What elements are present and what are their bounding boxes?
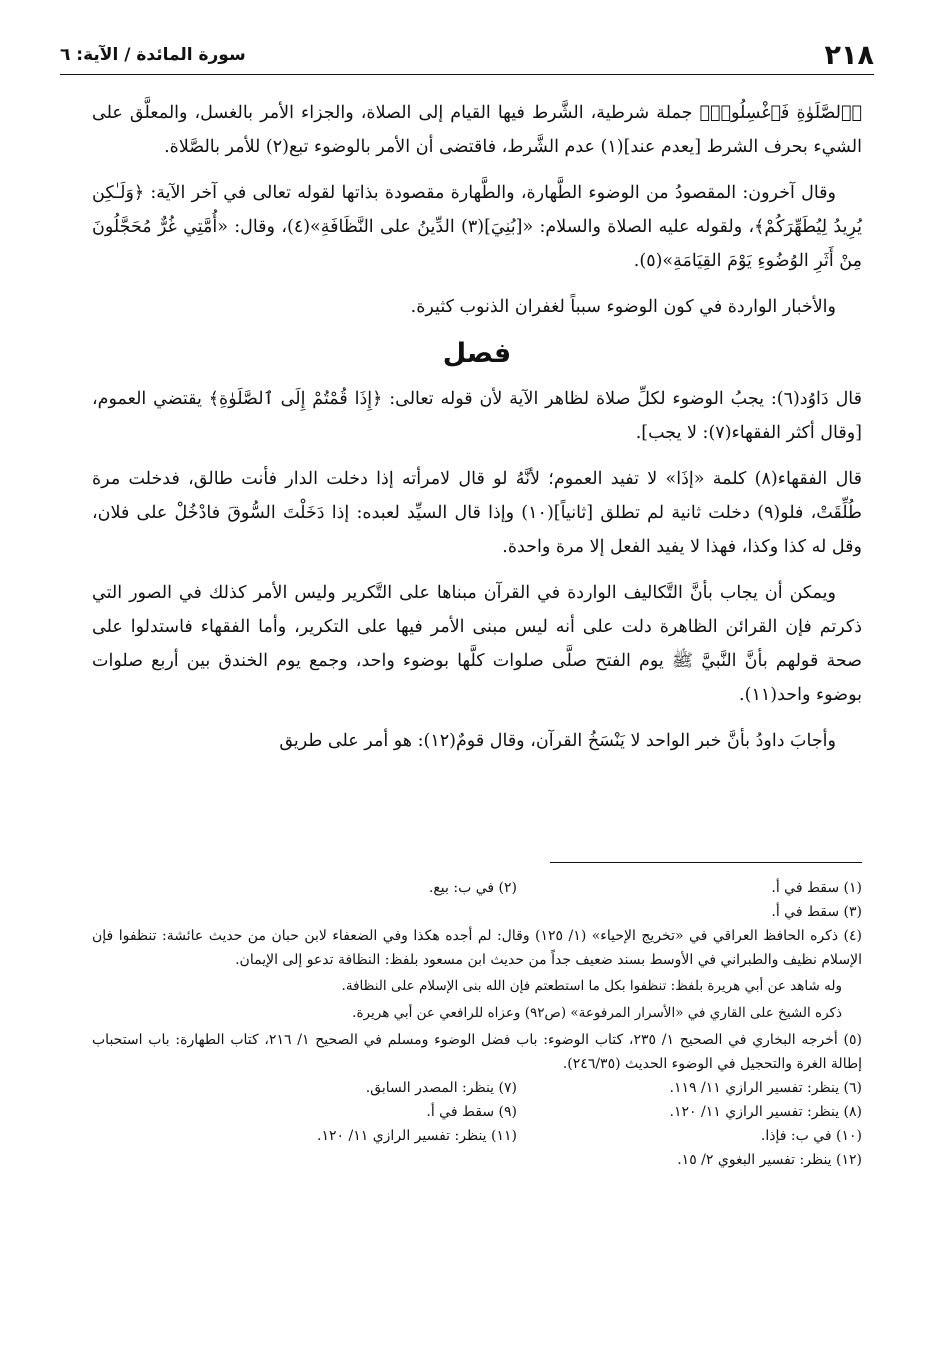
- footnote-separator: [550, 862, 862, 863]
- paragraph: وأجابَ داودُ بأنَّ خبر الواحد لا يَنْسَخُ القرآن، وقال قومٌ(١٢): هو أمر على طريق: [279, 731, 836, 751]
- footnotes: [92, 876, 862, 1172]
- footnote: (٦) ينظر: تفسير الرازي ١١/ ١١٩.: [669, 1080, 862, 1096]
- footnote: (٩) سقط في أ.: [426, 1104, 517, 1120]
- footnote: (٥) أخرجه البخاري في الصحيح ١/ ٢٣٥، كتاب الوضوء: باب فضل الوضوء ومسلم في الصحيح ١/ ٢١٦، كتاب الطهارة: باب استحباب إطالة الغرة والتحجيل في الوضوء الحديث (٢٤٦/٣٥).: [92, 1032, 862, 1072]
- footnote-continuation: وله شاهد عن أبي هريرة بلفظ: تنظفوا بكل ما استطعتم فإن الله بنى الإسلام على النظافة.: [341, 978, 842, 994]
- footnote: (١١) ينظر: تفسير الرازي ١١/ ١٢٠.: [317, 1128, 517, 1144]
- footnote: (٤) ذكره الحافظ العراقي في «تخريج الإحياء» (١/ ١٢٥) وقال: لم أجده هكذا وفي الضعفاء لابن حبان من حديث عائشة: تنظفوا فإن الإسلام نظيف والطبراني في الأوسط بسند ضعيف جداً من حديث ابن مسعود بلفظ: النظافة تدعو إلى الإيمان.: [92, 928, 863, 968]
- footnote-row: [92, 1076, 862, 1100]
- footnote: (١٠) في ب: فإذا.: [760, 1128, 862, 1144]
- footnote: (٧) ينظر: المصدر السابق.: [365, 1080, 517, 1096]
- page-header: [60, 40, 874, 76]
- footnote-row: [92, 876, 862, 900]
- footnote: (٣) سقط في أ.: [771, 904, 862, 920]
- paragraph: ﴿ٱلصَّلَوٰةِ فَٱغْسِلُوا۟﴾ جملة شرطية، الشَّرط فيها القيام إلى الصلاة، والجزاء الأمر بالغسل، والمعلَّق على الشيء بحرف الشرط [يعدم عند](١) عدم الشَّرط، فاقتضى أن الأمر بالوضوء تبع(٢) للأمر بالصَّلاة.: [92, 103, 862, 157]
- paragraph: قال الفقهاء(٨) كلمة «إذَا» لا تفيد العموم؛ لأنَّهُ لو قال لامرأته إذا دخلت الدار فأنت طالق، فدخلت مرة طُلِّقَتْ، فلو(٩) دخلت ثانية لم تطلق [ثانياً](١٠) وإذا قال السيِّد لعبده: إذا دَخَلْتَ السُّوقَ فادْخُلْ على فلان، وقل له كذا وكذا، فهذا لا يفيد الفعل إلا مرة واحدة.: [92, 469, 862, 557]
- footnote-continuation: ذكره الشيخ على القاري في «الأسرار المرفوعة» (ص٩٢) وعزاه للرافعي عن أبي هريرة.: [352, 1005, 842, 1021]
- footnote: (٢) في ب: بيع.: [428, 880, 517, 896]
- paragraph: ويمكن أن يجاب بأنَّ التَّكاليف الواردة في القرآن مبناها على التَّكرير وليس الأمر كذلك في الصور التي ذكرتم فإن القرائن الظاهرة دلت على أنه ليس مبنى الأمر فيها على التكرير، وأما الفقهاء فاستدلوا على صحة قولهم بأنَّ النَّبيَّ ﷺ يوم الفتح صلَّى صلوات كلَّها بوضوء واحد، وجمع يوم الخندق بين أربع صلوات بوضوء واحد(١١).: [92, 583, 862, 705]
- paragraph: وقال آخرون: المقصودُ من الوضوء الطَّهارة، والطَّهارة مقصودة بذاتها لقوله تعالى في آخر الآية: ﴿وَلَـٰكِن يُرِيدُ لِيُطَهِّرَكُمْ﴾، ولقوله عليه الصلاة والسلام: «[بُنِيَ](٣) الدِّينُ على النَّظَافَةِ»(٤)، وقال: «أُمَّتِي غُرٌّ مُحَجَّلُونَ مِنْ أَثَرِ الوُضُوءِ يَوْمَ القِيَامَةِ»(٥).: [92, 183, 862, 271]
- footnote: (١٢) ينظر: تفسير البغوي ٢/ ١٥.: [677, 1152, 862, 1168]
- section-heading: فصل: [442, 338, 512, 369]
- paragraph: قال دَاوُد(٦): يجبُ الوضوء لكلِّ صلاة لظاهر الآية لأن قوله تعالى: ﴿إِذَا قُمْتُمْ إِلَى ٱلصَّلَوٰةِ﴾ يقتضي العموم، [وقال أكثر الفقهاء(٧): لا يجب].: [92, 389, 862, 443]
- main-text: [92, 96, 862, 770]
- running-title: سورة المائدة / الآية: ٦: [60, 45, 246, 65]
- footnote-row: [92, 1124, 862, 1148]
- paragraph: والأخبار الواردة في كون الوضوء سبباً لغفران الذنوب كثيرة.: [410, 297, 836, 317]
- footnote: (١) سقط في أ.: [771, 880, 862, 896]
- header-rule: [60, 74, 874, 75]
- footnote-row: [92, 1100, 862, 1124]
- page-number: ٢١٨: [824, 40, 874, 71]
- footnote: (٨) ينظر: تفسير الرازي ١١/ ١٢٠.: [669, 1104, 862, 1120]
